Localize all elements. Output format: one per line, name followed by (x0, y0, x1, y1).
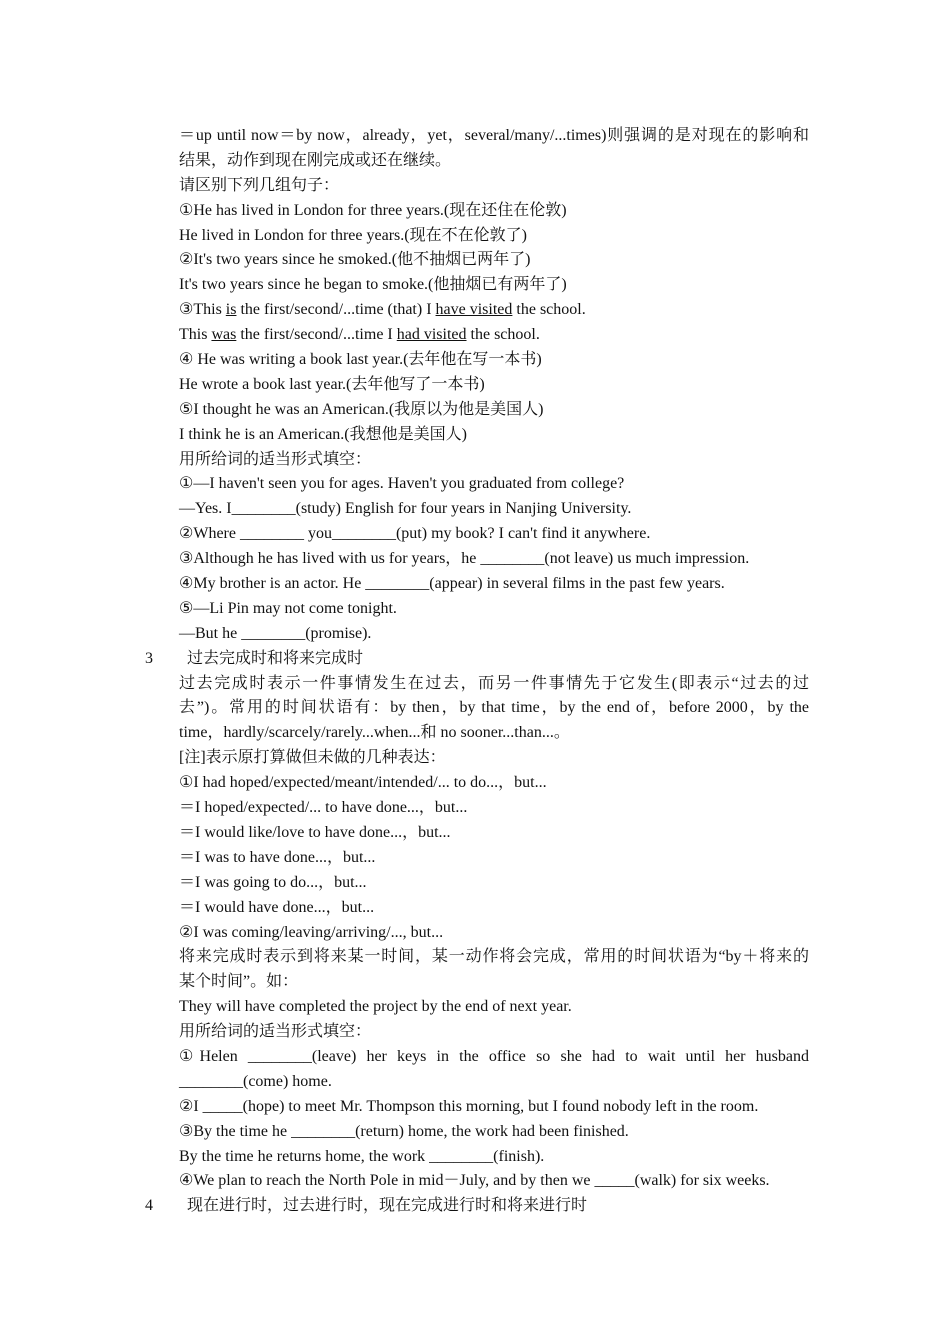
text-line: 将来完成时表示到将来某一时间，某一动作将会完成，常用的时间状语为“by＋将来的 (179, 948, 809, 966)
text-line: 用所给词的适当形式填空： (179, 1023, 372, 1041)
text-line: ①I had hoped/expected/meant/intended/... to do...，but... (179, 774, 547, 792)
text-line: —But he ________(promise). (179, 624, 372, 642)
text-line: He lived in London for three years.(现在不在伦敦了) (179, 226, 527, 244)
text-line: 某个时间”。如： (179, 973, 299, 991)
text-line: ________(come) home. (179, 1072, 332, 1090)
text-line: [注]表示原打算做但未做的几种表达： (179, 749, 446, 767)
section-title: 过去完成时和将来完成时 (187, 649, 364, 667)
text-line: ④ He was writing a book last year.(去年他在写一本书) (179, 351, 542, 369)
text-span: the school. (466, 326, 540, 344)
text-line: time，hardly/scarcely/rarely...when...和 no sooner...than...。 (179, 724, 570, 742)
section-number: 3 (145, 649, 153, 667)
text-line: ①—I haven't seen you for ages. Haven't you graduated from college? (179, 475, 625, 493)
text-span: This (179, 326, 212, 344)
text-line: I think he is an American.(我想他是美国人) (179, 425, 467, 443)
underlined-text: have visited (435, 301, 513, 319)
text-line: ③Although he has lived with us for years，he ________(not leave) us much impression. (179, 550, 750, 568)
text-line: 请区别下列几组句子： (179, 176, 340, 194)
document-body (0, 124, 950, 1219)
text-line: —Yes. I________(study) English for four years in Nanjing University. (179, 500, 632, 518)
text-line: ＝I would have done...，but... (179, 898, 375, 916)
text-line: 去”)。常用的时间状语有：by then，by that time，by the end of，before 2000，by the (179, 699, 809, 717)
text-line: ＝up until now＝by now，already，yet，several/many/...times)则强调的是对现在的影响和 (179, 127, 809, 144)
section-number: 4 (145, 1197, 153, 1215)
text-line: ⑤I thought he was an American.(我原以为他是美国人) (179, 400, 544, 418)
text-line: ＝I was going to do...，but... (179, 873, 367, 891)
text-span: the first/second/...time I (236, 326, 397, 344)
text-line: By the time he returns home, the work ________(finish). (179, 1147, 545, 1165)
text-span: the first/second/...time (that) I (236, 301, 436, 319)
underlined-text: is (225, 301, 237, 319)
section-heading (0, 647, 630, 672)
text-line (0, 298, 809, 323)
text-line: ①Helen ________(leave) her keys in the office so she had to wait until her husband (179, 1047, 809, 1065)
text-line: ④We plan to reach the North Pole in mid－July, and by then we _____(walk) for six weeks. (179, 1172, 770, 1190)
text-line: ②It's two years since he smoked.(他不抽烟已两年了) (179, 251, 531, 269)
text-line: It's two years since he began to smoke.(他抽烟已有两年了) (179, 276, 567, 294)
text-line: ①He has lived in London for three years.(现在还住在伦敦) (179, 201, 567, 219)
text-line: ⑤—Li Pin may not come tonight. (179, 599, 397, 617)
text-line: They will have completed the project by the end of next year. (179, 998, 572, 1016)
section-title: 现在进行时，过去进行时，现在完成进行时和将来进行时 (187, 1197, 588, 1215)
text-line: ②I _____(hope) to meet Mr. Thompson this morning, but I found nobody left in the room. (179, 1097, 759, 1115)
underlined-text: was (211, 326, 237, 344)
text-line: ＝I hoped/expected/... to have done...，but... (179, 799, 468, 817)
section-heading (0, 1194, 630, 1219)
text-line: ②I was coming/leaving/arriving/..., but... (179, 923, 444, 941)
text-line: 用所给词的适当形式填空： (179, 450, 372, 468)
underlined-text: had visited (396, 326, 467, 344)
text-line: ＝I would like/love to have done...，but... (179, 823, 451, 841)
text-line: ③By the time he ________(return) home, the work had been finished. (179, 1122, 629, 1140)
text-span: ③This (179, 301, 226, 319)
text-line: ＝I was to have done...，but... (179, 848, 376, 866)
text-line: ②Where ________ you________(put) my book? I can't find it anywhere. (179, 525, 651, 543)
text-line: 过去完成时表示一件事情发生在过去，而另一件事情先于它发生(即表示“过去的过 (179, 674, 809, 692)
text-span: the school. (512, 301, 586, 319)
text-line (0, 323, 809, 348)
text-line: He wrote a book last year.(去年他写了一本书) (179, 375, 485, 393)
text-line: ④My brother is an actor. He ________(appear) in several films in the past few years. (179, 575, 725, 593)
text-line: 结果，动作到现在刚完成或还在继续。 (179, 151, 452, 169)
